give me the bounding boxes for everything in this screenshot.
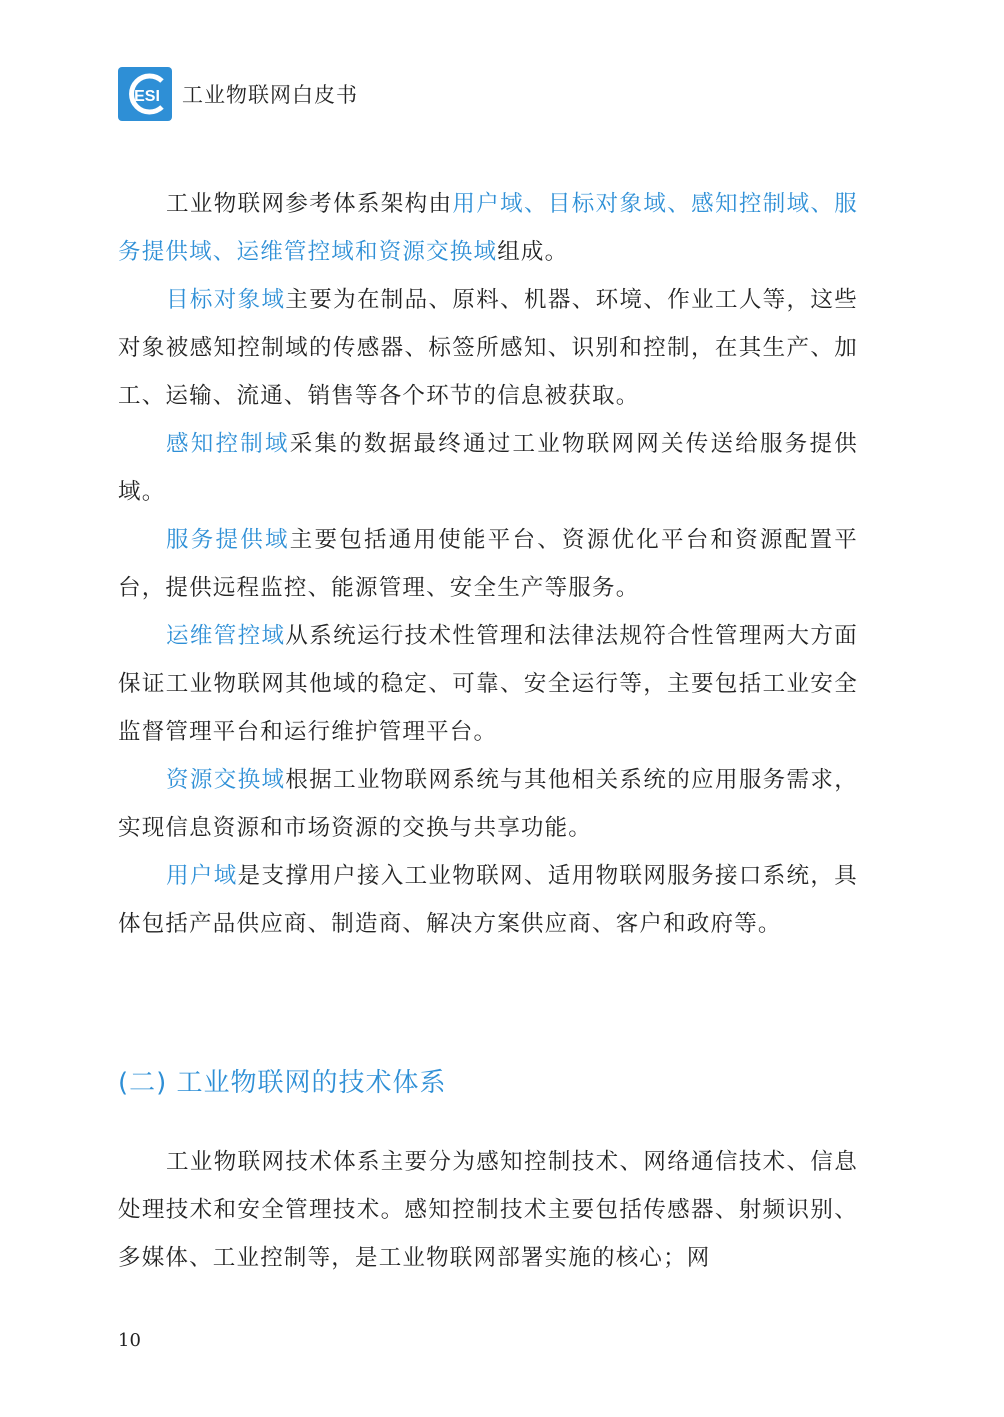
paragraph-text: 工业物联网参考体系架构由 [166,191,453,217]
paragraph-text: 组成。 [497,239,569,265]
paragraph-ops-domain [118,612,858,756]
paragraph-sensing-domain [118,420,858,516]
paragraph-text: 是支撑用户接入工业物联网、适用物联网服务接口系统，具体包括产品供应商、制造商、解决方案供应商、客户和政府等。 [118,863,858,937]
paragraph-text: 根据工业物联网系统与其他相关系统的应用服务需求，实现信息资源和市场资源的交换与共享功能。 [118,767,858,841]
paragraph-text: 主要包括通用使能平台、资源优化平台和资源配置平台，提供远程监控、能源管理、安全生产等服务。 [118,527,858,601]
page-number: 10 [118,1330,141,1351]
paragraph-target-domain [118,276,858,420]
highlighted-term: 用户域、目标对象域、感知控制域、服务提供域、运维管控域和资源交换域 [118,191,859,265]
highlighted-term: 资源交换域 [166,767,286,793]
section-heading: (二) 工业物联网的技术体系 [118,1068,447,1098]
section-content [118,1138,858,1282]
paragraph-text: 主要为在制品、原料、机器、环境、作业工人等，这些对象被感知控制域的传感器、标签所感知、识别和控制，在其生产、加工、运输、流通、销售等各个环节的信息被获取。 [118,287,858,409]
highlighted-term: 服务提供域 [166,527,290,553]
document-title: 工业物联网白皮书 [182,83,358,107]
esi-logo-icon [118,67,172,121]
paragraph-service-domain [118,516,858,612]
paragraph-user-domain [118,852,858,948]
paragraph-tech-system: 工业物联网技术体系主要分为感知控制技术、网络通信技术、信息处理技术和安全管理技术。感知控制技术主要包括传感器、射频识别、多媒体、工业控制等，是工业物联网部署实施的核心；网 [118,1149,858,1271]
page-header [118,66,358,122]
logo-text: ESI [134,88,160,105]
main-content [118,180,858,948]
highlighted-term: 感知控制域 [166,431,290,457]
highlighted-term: 用户域 [166,863,238,889]
highlighted-term: 目标对象域 [166,287,286,313]
highlighted-term: 运维管控域 [166,623,286,649]
paragraph-architecture [118,180,858,276]
paragraph-text: 采集的数据最终通过工业物联网网关传送给服务提供域。 [118,431,858,505]
paragraph-text: 从系统运行技术性管理和法律法规符合性管理两大方面保证工业物联网其他域的稳定、可靠、安全运行等，主要包括工业安全监督管理平台和运行维护管理平台。 [118,623,858,745]
paragraph-resource-domain [118,756,858,852]
